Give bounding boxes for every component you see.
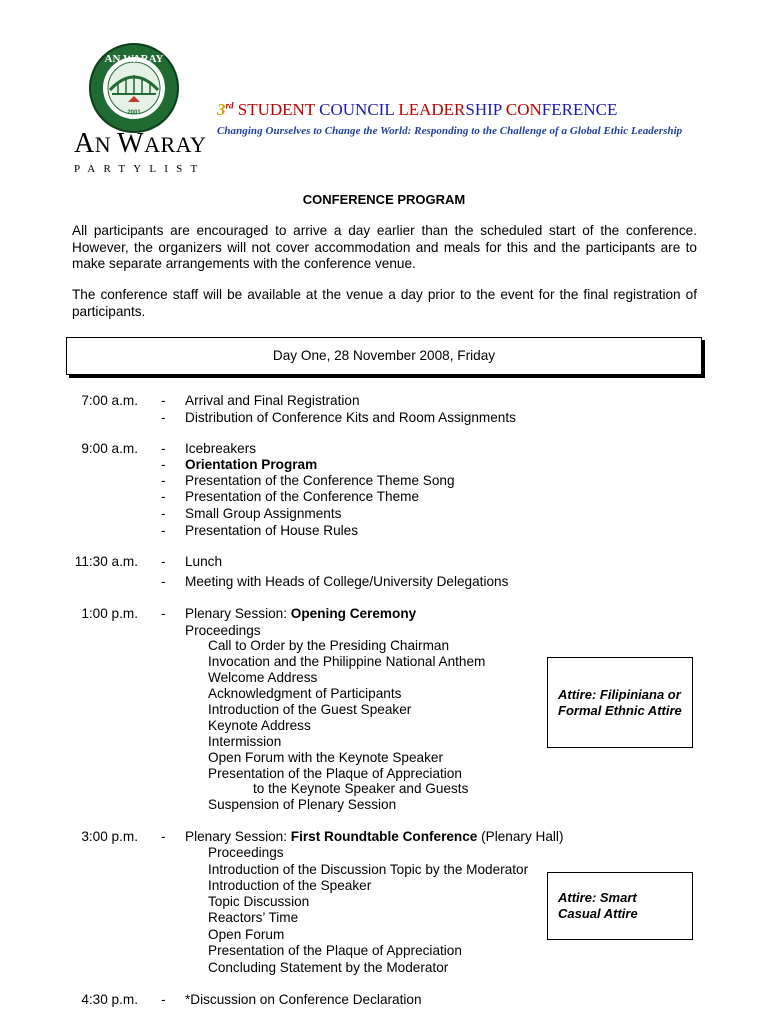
proceedings-item: Open Forum (208, 927, 285, 942)
proceedings-item: Suspension of Plenary Session (208, 797, 397, 812)
proceedings-item: Introduction of the Discussion Topic by the Moderator (208, 862, 529, 877)
program-item: Presentation of the Conference Theme Song (185, 473, 455, 488)
proceedings-item: Presentation of the Plaque of Appreciation (208, 943, 462, 958)
proceedings-item: Acknowledgment of Participants (208, 686, 402, 701)
program-item: Orientation Program (185, 457, 318, 472)
day-title: Day One, 28 November 2008, Friday (272, 348, 496, 363)
proceedings-item: Keynote Address (208, 718, 311, 733)
program-item: Meeting with Heads of College/University Delegations (185, 574, 509, 589)
logo-ring-text: AN WARAY (104, 53, 164, 65)
dash: - (161, 523, 166, 538)
program-item: *Discussion on Conference Declaration (185, 992, 422, 1007)
proceedings-item: Invocation and the Philippine National Anthem (208, 654, 486, 669)
program-item: Plenary Session: First Roundtable Conference (Plenary Hall) (185, 829, 564, 844)
program-item: Distribution of Conference Kits and Room Assignments (185, 410, 516, 425)
time-slot: 9:00 a.m. (81, 441, 138, 456)
proceedings-label: Proceedings (208, 845, 284, 860)
time-slot: 11:30 a.m. (74, 554, 138, 569)
page-title: CONFERENCE PROGRAM (302, 192, 466, 207)
proceedings-label: Proceedings (185, 623, 261, 638)
time-slot: 4:30 p.m. (81, 992, 138, 1007)
proceedings-item: Topic Discussion (208, 894, 310, 909)
program-item: Lunch (185, 554, 223, 569)
brand-name: AN WARAY (74, 128, 207, 159)
day-header-box (66, 337, 702, 375)
dash: - (161, 554, 166, 569)
time-slot: 1:00 p.m. (81, 606, 138, 621)
intro-paragraph: All participants are encouraged to arrive a day earlier than the scheduled start of the conference. However, the organizers will not cover accommodation and meals for this and the participants are to make separate arrangements with the conference venue. (72, 223, 697, 271)
dash: - (161, 992, 166, 1007)
partylist-label: PARTYLIST (74, 163, 206, 175)
dash: - (161, 606, 166, 621)
dash: - (161, 829, 166, 844)
program-item: Presentation of House Rules (185, 523, 359, 538)
time-slot: 3:00 p.m. (81, 829, 138, 844)
proceedings-item: Introduction of the Guest Speaker (208, 702, 412, 717)
proceedings-item: Welcome Address (208, 670, 318, 685)
proceedings-item: Introduction of the Speaker (208, 878, 372, 893)
proceedings-item: Concluding Statement by the Moderator (208, 960, 449, 975)
dash: - (161, 506, 166, 521)
proceedings-item: Open Forum with the Keynote Speaker (208, 750, 443, 765)
dash: - (161, 457, 166, 472)
dash: - (161, 441, 166, 456)
an-waray-logo (88, 42, 180, 134)
proceedings-item: Call to Order by the Presiding Chairman (208, 638, 450, 653)
conference-tagline: Changing Ourselves to Change the World: Responding to the Challenge of a Global Ethic Leadership (217, 125, 683, 137)
dash: - (161, 393, 166, 408)
proceedings-item-continued: to the Keynote Speaker and Guests (253, 781, 469, 796)
program-item: Plenary Session: Opening Ceremony (185, 606, 417, 621)
proceedings-item: Intermission (208, 734, 282, 749)
proceedings-item: Presentation of the Plaque of Appreciation (208, 766, 462, 781)
dash: - (161, 473, 166, 488)
attire-note: Attire: Smart Casual Attire (558, 890, 638, 921)
attire-note-box (547, 872, 693, 940)
proceedings-item: Reactors’ Time (208, 910, 299, 925)
dash: - (161, 410, 166, 425)
program-item: Small Group Assignments (185, 506, 342, 521)
attire-note-box (547, 657, 693, 748)
program-item: Icebreakers (185, 441, 257, 456)
dash: - (161, 489, 166, 504)
program-item: Arrival and Final Registration (185, 393, 360, 408)
program-item: Presentation of the Conference Theme (185, 489, 420, 504)
attire-note: Attire: Filipiniana or Formal Ethnic Attire (558, 686, 682, 718)
logo-year: 2001 (127, 110, 141, 116)
time-slot: 7:00 a.m. (81, 393, 138, 408)
dash: - (161, 574, 166, 589)
conference-title: 3rd STUDENT COUNCIL LEADERSHIP CONFERENCE (217, 100, 618, 119)
staff-paragraph: The conference staff will be available at the venue a day prior to the event for the final registration of participants. (72, 287, 697, 319)
